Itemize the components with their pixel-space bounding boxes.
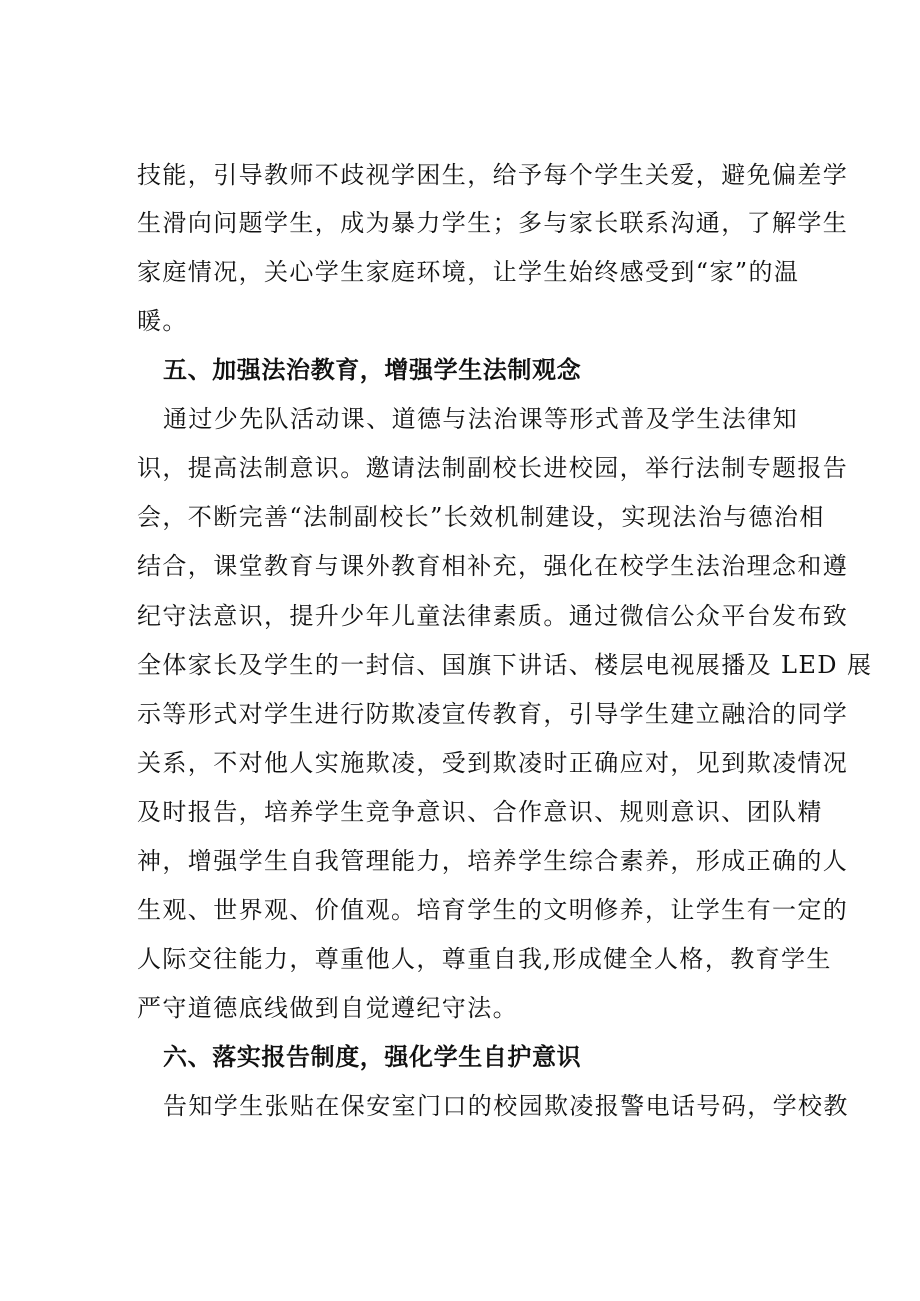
paragraph-line: 示等形式对学生进行防欺凌宣传教育，引导学生建立融洽的同学 — [137, 700, 849, 728]
paragraph-line: 家庭情况，关心学生家庭环境，让学生始终感受到“家”的温 — [137, 258, 800, 286]
paragraph-line: 纪守法意识，提升少年儿童法律素质。通过微信公众平台发布致 — [137, 602, 849, 630]
paragraph-line: 会，不断完善“法制副校长”长效机制建设，实现法治与德治相 — [137, 503, 825, 531]
paragraph-line: 及时报告，培养学生竞争意识、合作意识、规则意识、团队精 — [137, 798, 823, 826]
paragraph-line: 通过少先队活动课、道德与法治课等形式普及学生法律知 — [163, 405, 798, 433]
paragraph-line: 生滑向问题学生，成为暴力学生；多与家长联系沟通，了解学生 — [137, 209, 849, 237]
paragraph-line: 严守道德底线做到自觉遵纪守法。 — [137, 994, 518, 1022]
paragraph-line: 告知学生张贴在保安室门口的校园欺凌报警电话号码，学校教 — [163, 1092, 849, 1120]
paragraph-line: 神，增强学生自我管理能力，培养学生综合素养，形成正确的人 — [137, 847, 849, 875]
paragraph-line: 结合，课堂教育与课外教育相补充，强化在校学生法治理念和遵 — [137, 552, 849, 580]
section-heading-6: 六、落实报告制度，强化学生自护意识 — [163, 1043, 582, 1071]
paragraph-line: 关系，不对他人实施欺凌，受到欺凌时正确应对，见到欺凌情况 — [137, 749, 849, 777]
section-heading-5: 五、加强法治教育，增强学生法制观念 — [163, 356, 582, 384]
paragraph-line: 暖。 — [137, 307, 188, 335]
paragraph-line: 技能，引导教师不歧视学困生，给予每个学生关爱，避免偏差学 — [137, 161, 849, 189]
paragraph-line: 识，提高法制意识。邀请法制副校长进校园，举行法制专题报告 — [137, 454, 849, 482]
paragraph-line: 生观、世界观、价值观。培育学生的文明修养，让学生有一定的 — [137, 896, 849, 924]
paragraph-line: 全体家长及学生的一封信、国旗下讲话、楼层电视展播及 LED 展 — [137, 651, 873, 679]
paragraph-line: 人际交往能力，尊重他人，尊重自我,形成健全人格，教育学生 — [137, 945, 832, 973]
